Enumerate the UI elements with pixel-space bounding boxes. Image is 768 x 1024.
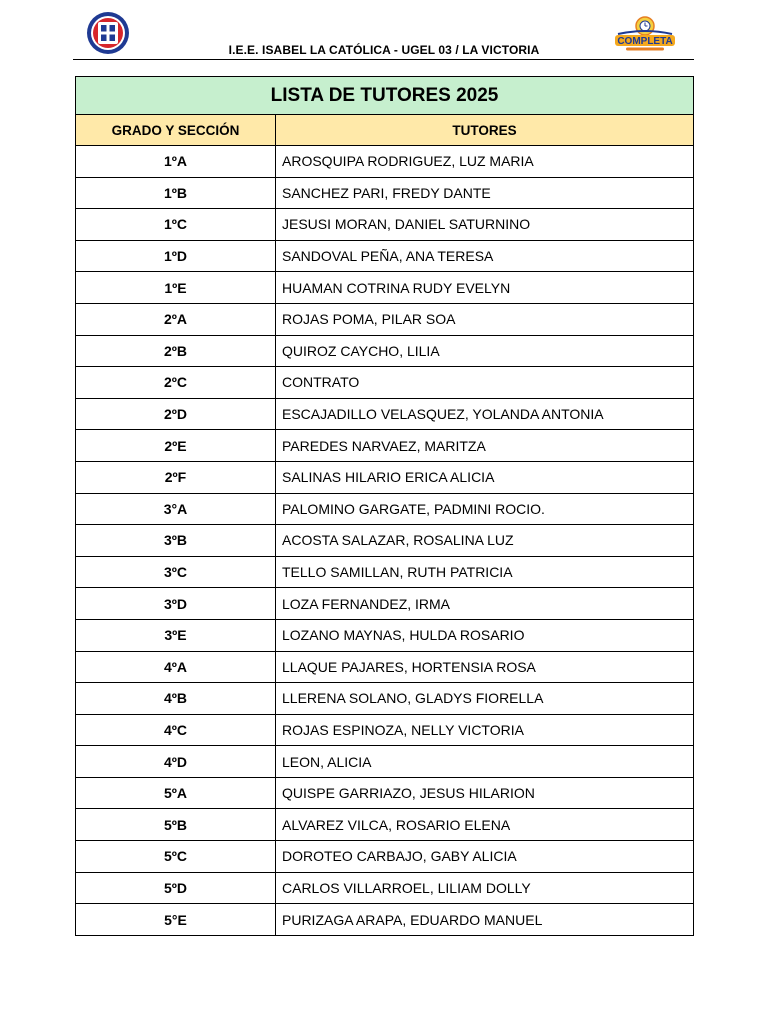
tutor-name-cell: ACOSTA SALAZAR, ROSALINA LUZ xyxy=(276,525,694,557)
tutor-name-cell: PALOMINO GARGATE, PADMINI ROCIO. xyxy=(276,493,694,525)
tutor-name-cell: CONTRATO xyxy=(276,367,694,399)
grade-section-cell: 2ºF xyxy=(76,461,276,493)
tutor-name-cell: ALVAREZ VILCA, ROSARIO ELENA xyxy=(276,809,694,841)
logo-wordmark: COMPLETA xyxy=(617,36,673,47)
header-divider xyxy=(73,59,694,60)
tutor-name-cell: ESCAJADILLO VELASQUEZ, YOLANDA ANTONIA xyxy=(276,398,694,430)
table-row xyxy=(76,461,694,493)
tutor-name-cell: PURIZAGA ARAPA, EDUARDO MANUEL xyxy=(276,904,694,936)
tutor-name-cell: LLAQUE PAJARES, HORTENSIA ROSA xyxy=(276,651,694,683)
tutor-name-cell: DOROTEO CARBAJO, GABY ALICIA xyxy=(276,841,694,873)
grade-section-cell: 3ºB xyxy=(76,525,276,557)
tutor-name-cell: PAREDES NARVAEZ, MARITZA xyxy=(276,430,694,462)
grade-section-cell: 4ºB xyxy=(76,683,276,715)
table-row xyxy=(76,746,694,778)
grade-section-cell: 3ºD xyxy=(76,588,276,620)
column-header-grade: GRADO Y SECCIÓN xyxy=(76,115,276,146)
grade-section-cell: 2ºA xyxy=(76,303,276,335)
grade-section-cell: 5ºB xyxy=(76,809,276,841)
tutor-name-cell: LLERENA SOLANO, GLADYS FIORELLA xyxy=(276,683,694,715)
grade-section-cell: 5ºC xyxy=(76,841,276,873)
table-row xyxy=(76,272,694,304)
tutor-name-cell: AROSQUIPA RODRIGUEZ, LUZ MARIA xyxy=(276,146,694,178)
tutor-name-cell: TELLO SAMILLAN, RUTH PATRICIA xyxy=(276,556,694,588)
grade-section-cell: 1ºE xyxy=(76,272,276,304)
table-title: LISTA DE TUTORES 2025 xyxy=(76,77,694,115)
tutor-rows xyxy=(76,146,694,936)
grade-section-cell: 4ºC xyxy=(76,714,276,746)
tutor-name-cell: QUISPE GARRIAZO, JESUS HILARION xyxy=(276,777,694,809)
tutor-name-cell: LOZANO MAYNAS, HULDA ROSARIO xyxy=(276,619,694,651)
grade-section-cell: 3°A xyxy=(76,493,276,525)
tutor-name-cell: HUAMAN COTRINA RUDY EVELYN xyxy=(276,272,694,304)
table-row xyxy=(76,714,694,746)
table-row xyxy=(76,493,694,525)
tutor-name-cell: SANCHEZ PARI, FREDY DANTE xyxy=(276,177,694,209)
grade-section-cell: 4ºA xyxy=(76,651,276,683)
tutor-name-cell: QUIROZ CAYCHO, LILIA xyxy=(276,335,694,367)
table-row xyxy=(76,525,694,557)
table-row xyxy=(76,619,694,651)
grade-section-cell: 2ºC xyxy=(76,367,276,399)
grade-section-cell: 2ºE xyxy=(76,430,276,462)
table-row xyxy=(76,146,694,178)
tutors-table xyxy=(75,76,694,936)
table-row xyxy=(76,177,694,209)
table-row xyxy=(76,303,694,335)
tutor-name-cell: LEON, ALICIA xyxy=(276,746,694,778)
table-row xyxy=(76,841,694,873)
grade-section-cell: 1ºD xyxy=(76,240,276,272)
tutor-name-cell: CARLOS VILLARROEL, LILIAM DOLLY xyxy=(276,872,694,904)
table-row xyxy=(76,209,694,241)
grade-section-cell: 3ºE xyxy=(76,619,276,651)
grade-section-cell: 1ºA xyxy=(76,146,276,178)
tutor-name-cell: ROJAS POMA, PILAR SOA xyxy=(276,303,694,335)
table-row xyxy=(76,872,694,904)
grade-section-cell: 4ºD xyxy=(76,746,276,778)
tutor-name-cell: SANDOVAL PEÑA, ANA TERESA xyxy=(276,240,694,272)
document-header xyxy=(0,0,768,62)
table-row xyxy=(76,430,694,462)
tutor-name-cell: SALINAS HILARIO ERICA ALICIA xyxy=(276,461,694,493)
table-row xyxy=(76,367,694,399)
table-row xyxy=(76,809,694,841)
grade-section-cell: 2ºB xyxy=(76,335,276,367)
table-row xyxy=(76,651,694,683)
grade-section-cell: 3ºC xyxy=(76,556,276,588)
table-row xyxy=(76,588,694,620)
grade-section-cell: 5°E xyxy=(76,904,276,936)
tutor-name-cell: LOZA FERNANDEZ, IRMA xyxy=(276,588,694,620)
grade-section-cell: 1ºC xyxy=(76,209,276,241)
table-row xyxy=(76,904,694,936)
table-row xyxy=(76,777,694,809)
tutor-name-cell: JESUSI MORAN, DANIEL SATURNINO xyxy=(276,209,694,241)
grade-section-cell: 1ºB xyxy=(76,177,276,209)
table-row xyxy=(76,335,694,367)
school-name: I.E.E. ISABEL LA CATÓLICA - UGEL 03 / LA VICTORIA xyxy=(228,43,540,57)
column-header-tutor: TUTORES xyxy=(276,115,694,146)
grade-section-cell: 5ºA xyxy=(76,777,276,809)
table-row xyxy=(76,398,694,430)
grade-section-cell: 5ºD xyxy=(76,872,276,904)
table-row xyxy=(76,556,694,588)
table-row xyxy=(76,683,694,715)
table-row xyxy=(76,240,694,272)
grade-section-cell: 2ºD xyxy=(76,398,276,430)
tutor-name-cell: ROJAS ESPINOZA, NELLY VICTORIA xyxy=(276,714,694,746)
